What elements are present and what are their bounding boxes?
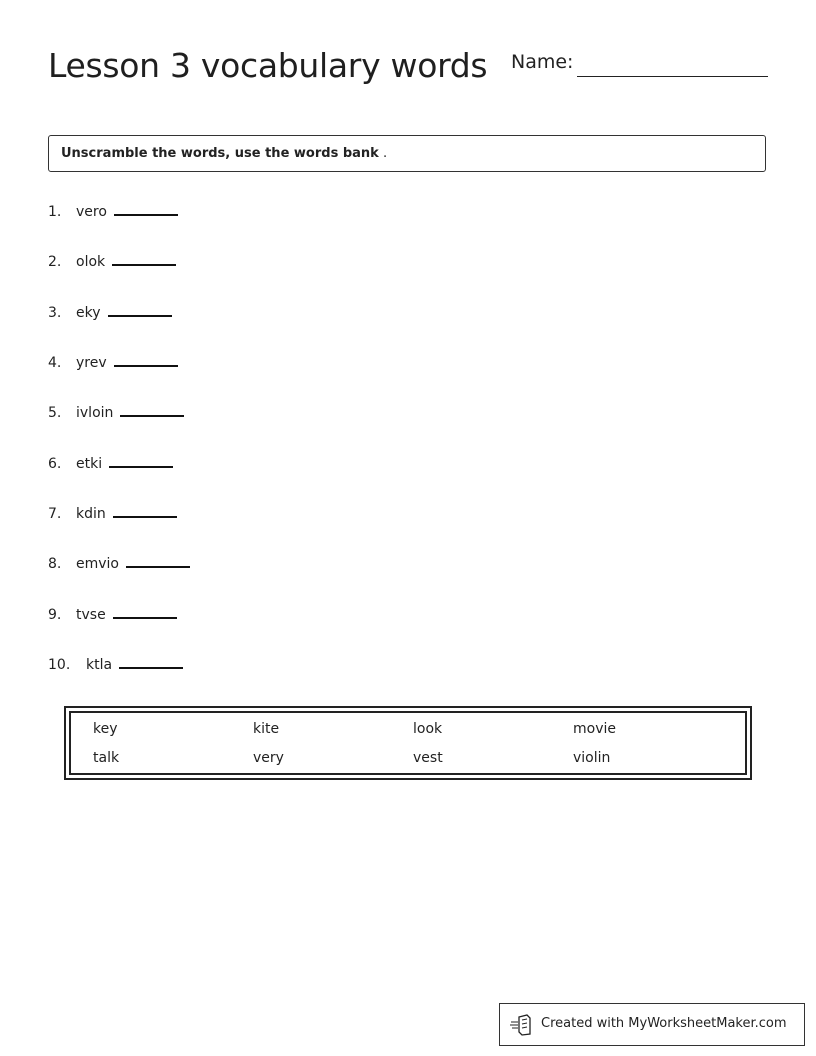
answer-blank bbox=[119, 657, 183, 669]
question-number: 5. bbox=[48, 405, 62, 421]
answer-blank bbox=[113, 607, 177, 619]
question-item bbox=[48, 405, 184, 427]
question-number: 10. bbox=[48, 657, 71, 673]
instructions-suffix: . bbox=[378, 146, 388, 161]
question-item bbox=[48, 607, 177, 629]
question-item bbox=[48, 254, 176, 276]
word-bank bbox=[64, 706, 752, 780]
scrambled-word: tvse bbox=[76, 607, 106, 623]
scrambled-word: kdin bbox=[76, 506, 106, 522]
word-bank-item: violin bbox=[573, 750, 611, 766]
question-item bbox=[48, 456, 173, 478]
question-number: 9. bbox=[48, 607, 62, 623]
scrambled-word: yrev bbox=[76, 355, 107, 371]
answer-blank bbox=[114, 204, 178, 216]
question-item bbox=[48, 556, 190, 578]
name-label: Name: bbox=[511, 51, 574, 73]
name-blank-line bbox=[577, 76, 768, 77]
word-bank-item: vest bbox=[413, 750, 443, 766]
question-item bbox=[48, 204, 178, 226]
word-bank-item: talk bbox=[93, 750, 120, 766]
question-item bbox=[48, 506, 177, 528]
scrambled-word: etki bbox=[76, 456, 103, 472]
question-number: 3. bbox=[48, 305, 62, 321]
instructions-bold: Unscramble the words, use the words bank bbox=[61, 146, 379, 161]
question-number: 6. bbox=[48, 456, 62, 472]
question-number: 7. bbox=[48, 506, 62, 522]
footer-text: Created with MyWorksheetMaker.com bbox=[541, 1016, 787, 1031]
page-title: Lesson 3 vocabulary words bbox=[48, 46, 488, 85]
word-bank-item: look bbox=[413, 721, 443, 737]
word-bank-item: key bbox=[93, 721, 118, 737]
answer-blank bbox=[126, 556, 190, 568]
scrambled-word: olok bbox=[76, 254, 106, 270]
question-item bbox=[48, 305, 172, 327]
answer-blank bbox=[114, 355, 178, 367]
word-bank-item: kite bbox=[253, 721, 280, 737]
question-number: 8. bbox=[48, 556, 62, 572]
answer-blank bbox=[109, 456, 173, 468]
question-number: 4. bbox=[48, 355, 62, 371]
word-bank-inner-border bbox=[69, 711, 747, 775]
word-bank-item: very bbox=[253, 750, 284, 766]
scrambled-word: emvio bbox=[76, 556, 119, 572]
worksheet-maker-logo-icon bbox=[510, 1014, 534, 1036]
instructions-box bbox=[48, 135, 766, 172]
scrambled-word: ktla bbox=[86, 657, 113, 673]
scrambled-word: ivloin bbox=[76, 405, 114, 421]
answer-blank bbox=[120, 405, 184, 417]
question-number: 2. bbox=[48, 254, 62, 270]
question-number: 1. bbox=[48, 204, 62, 220]
word-bank-item: movie bbox=[573, 721, 616, 737]
scrambled-word: eky bbox=[76, 305, 101, 321]
scrambled-word: vero bbox=[76, 204, 107, 220]
answer-blank bbox=[113, 506, 177, 518]
instructions-text bbox=[61, 146, 387, 161]
answer-blank bbox=[112, 254, 176, 266]
footer-credit[interactable] bbox=[499, 1003, 805, 1046]
name-field bbox=[511, 51, 771, 81]
question-item bbox=[48, 355, 178, 377]
question-item bbox=[48, 657, 183, 679]
answer-blank bbox=[108, 305, 172, 317]
